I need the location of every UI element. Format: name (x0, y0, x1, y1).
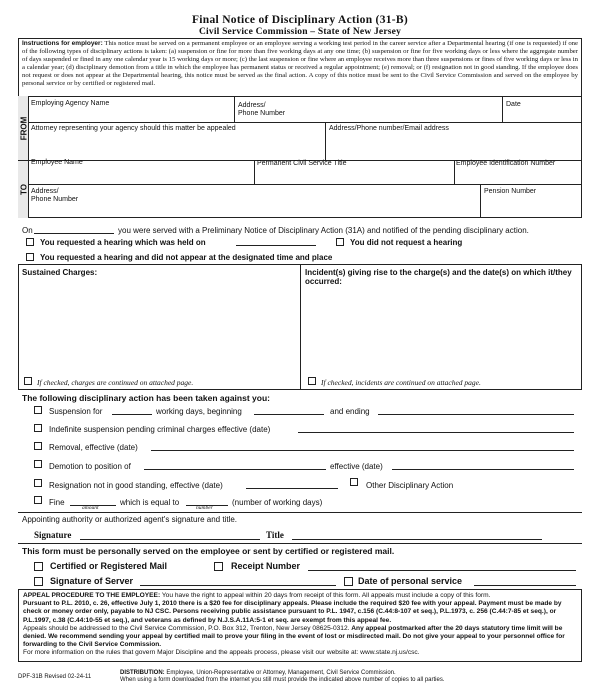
to-label: TO (19, 184, 29, 195)
form-subtitle: Civil Service Commission – State of New Jersey (198, 27, 402, 37)
demotion-label: Demotion to position of (49, 462, 131, 471)
signature-label: Signature (34, 530, 72, 540)
on-label: On (22, 226, 33, 235)
personal-service-label: Date of personal service (358, 576, 463, 586)
demotion-effective-label: effective (date) (330, 462, 383, 471)
other-action-checkbox[interactable] (350, 478, 358, 486)
employee-id-field[interactable]: Employee Identification Number (456, 160, 556, 167)
appeal-p3b: Any appeal postmarked after the 20 days statutory time limit will be denied. (23, 624, 563, 641)
employer-instructions (18, 38, 582, 96)
civil-service-title-field[interactable]: Permanent Civil Service Title (257, 160, 347, 167)
signature-line[interactable] (80, 539, 260, 540)
fine-checkbox[interactable] (34, 496, 42, 504)
receipt-number-checkbox[interactable] (214, 562, 223, 571)
pension-number-field[interactable]: Pension Number (484, 188, 537, 195)
incidents-label: Incident(s) giving rise to the charge(s) and the date(s) on which it/they occurred: (305, 268, 572, 286)
fine-equal-label: which is equal to (120, 498, 180, 507)
indefinite-date-line[interactable] (298, 432, 574, 433)
and-ending-label: and ending (330, 407, 370, 416)
distribution-note: When using a form downloaded from the internet you still must provide the indicated above number of copies to all parties. (120, 677, 445, 683)
no-hearing-checkbox[interactable] (336, 238, 344, 246)
instructions-heading: Instructions for employer: (22, 40, 103, 47)
from-address-field[interactable]: Address/ Phone Number (238, 102, 286, 117)
resignation-date-line[interactable] (246, 488, 338, 489)
to-side (18, 160, 29, 218)
distribution-text: Employee, Union-Representative or Attorney, Management, Civil Service Commission. (166, 670, 396, 676)
working-days-beginning-label: working days, beginning (156, 407, 242, 416)
demotion-position-line[interactable] (144, 469, 326, 470)
form-title: Final Notice of Disciplinary Action (31-B) (191, 14, 409, 26)
no-appear-label: You requested a hearing and did not appear at the designated time and place (40, 253, 333, 262)
server-signature-label: Signature of Server (50, 576, 134, 586)
receipt-number-line[interactable] (308, 570, 576, 571)
removal-label: Removal, effective (date) (49, 443, 138, 452)
indefinite-label: Indefinite suspension pending criminal charges effective (date) (49, 425, 271, 434)
fine-days-label: (number of working days) (232, 498, 323, 507)
appeal-heading: APPEAL PROCEDURE TO THE EMPLOYEE: (23, 592, 161, 599)
sustained-charges-label: Sustained Charges: (22, 268, 98, 277)
distribution-label: DISTRIBUTION: (120, 670, 165, 676)
title-line[interactable] (292, 539, 542, 540)
appeal-p4: For more information on the rules that govern Major Discipline and the appeals process, please visit our website at: www.state.nj.us/csc. (23, 649, 420, 657)
from-to-block (18, 96, 582, 218)
fine-amount-caption: amount (82, 505, 99, 511)
date-field[interactable]: Date (506, 101, 521, 108)
indefinite-checkbox[interactable] (34, 424, 42, 432)
from-side (18, 96, 29, 160)
demotion-checkbox[interactable] (34, 460, 42, 468)
removal-checkbox[interactable] (34, 442, 42, 450)
service-heading: This form must be personally served on the employee or sent by certified or registered mail. (22, 546, 395, 556)
incidents-continued-checkbox[interactable] (308, 377, 316, 385)
from-label: FROM (19, 116, 29, 141)
appeal-p1: You have the right to appeal within 20 days from receipt of this form. All appeals must include a copy of this form. (161, 592, 491, 599)
no-hearing-label: You did not request a hearing (350, 238, 463, 247)
no-appear-checkbox[interactable] (26, 253, 34, 261)
removal-date-line[interactable] (151, 450, 574, 451)
personal-service-checkbox[interactable] (344, 577, 353, 586)
server-signature-checkbox[interactable] (34, 577, 43, 586)
agency-name-field[interactable]: Employing Agency Name (31, 100, 110, 107)
suspension-end-line[interactable] (378, 414, 574, 415)
signature-intro: Appointing authority or authorized agent's signature and title. (22, 515, 237, 524)
hearing-date-line[interactable] (236, 245, 316, 246)
demotion-date-line[interactable] (392, 469, 574, 470)
suspension-begin-line[interactable] (254, 414, 324, 415)
server-signature-line[interactable] (140, 585, 336, 586)
title-label: Title (266, 530, 284, 540)
appeal-p3: Appeals should be addressed to the Civil Service Commission, P.O. Box 312, Trenton, New Jersey 08625-0312. (23, 624, 350, 632)
fine-label: Fine (49, 498, 65, 507)
certified-mail-checkbox[interactable] (34, 562, 43, 571)
charges-continued-label: If checked, charges are continued on attached page. (37, 378, 194, 387)
served-date-line[interactable] (34, 233, 114, 234)
resignation-label: Resignation not in good standing, effective (date) (49, 481, 223, 490)
employee-name-field[interactable]: Employee Name (31, 159, 83, 166)
personal-service-date-line[interactable] (474, 585, 576, 586)
appeal-p2: Pursuant to P.L. 2010, c. 26, effective July 1, 2010 there is a $20 fee for disciplinary appeals. Please include the required $20 fee with your appeal. Payment must be made by check or money order only, payable to NJ CSC. Persons receiving public assistance pursuant to P.L. 1947, c.156 (C.44:8-107 et seq.), P.L.1973, c. 256 (C.44:7-85 et seq.), or P.L.1997, c.38 (C.44:10-55 et seq.), and veterans as defined by N.J.S.A.11A:5-1 et seq. are exempt from this appeal fee. (23, 600, 562, 624)
resignation-checkbox[interactable] (34, 479, 42, 487)
suspension-label: Suspension for (49, 407, 103, 416)
incidents-continued-label: If checked, incidents are continued on attached page. (321, 378, 481, 387)
attorney-field[interactable]: Attorney representing your agency should this matter be appealed (31, 125, 236, 132)
appeal-procedure (18, 589, 582, 662)
distribution (120, 670, 580, 684)
attorney-contact-field[interactable]: Address/Phone number/Email address (329, 125, 449, 132)
suspension-days-line[interactable] (112, 414, 152, 415)
certified-mail-label: Certified or Registered Mail (50, 561, 168, 571)
instructions-text: This notice must be served on a permanent employee or an employee serving a working test period in the career service after a Departmental hearing (if one is requested) if one of the following types of disciplinary actions is taken: (a) suspension or fine for more than five working days at any one time; (b) suspension or fine for five working days or less where the aggregate number of days suspended or fined in any one calendar year is 15 working days or more; (c) the last suspension or fine where an employee receives more than three suspensions or fines of five working days or less in a calendar year; (d) disciplinary demotion from a title in which the employee has permanent status or received a regular appointment; (e) removal; or (f) resignation not in good standing. If the employee does not request or does not appear at the Departmental hearing, this notice must be served as the final action. A copy of this notice must be sent to the Civil Service Commission and served on the employee by personal service or by certified or registered mail. (22, 40, 578, 87)
hearing-held-label: You requested a hearing which was held on (40, 238, 206, 247)
other-action-label: Other Disciplinary Action (366, 481, 454, 490)
appeal-p3c: We recommend sending your appeal by certified mail to prove your filing in the event of lost or misdirected mail. Do not give your appeal to your personnel office for forwarding to the Civil Service Commission. (23, 633, 565, 649)
charges-continued-checkbox[interactable] (24, 377, 32, 385)
receipt-number-label: Receipt Number (231, 561, 301, 571)
to-address-field[interactable]: Address/ Phone Number (31, 188, 79, 203)
actions-heading: The following disciplinary action has been taken against you: (22, 393, 270, 403)
hearing-held-checkbox[interactable] (26, 238, 34, 246)
suspension-checkbox[interactable] (34, 406, 42, 414)
served-text: you were served with a Preliminary Notice of Disciplinary Action (31A) and notified of the pending disciplinary action. (118, 226, 529, 235)
form-id: DPF-31B Revised 02-24-11 (18, 674, 92, 680)
fine-number-caption: number (196, 505, 213, 511)
